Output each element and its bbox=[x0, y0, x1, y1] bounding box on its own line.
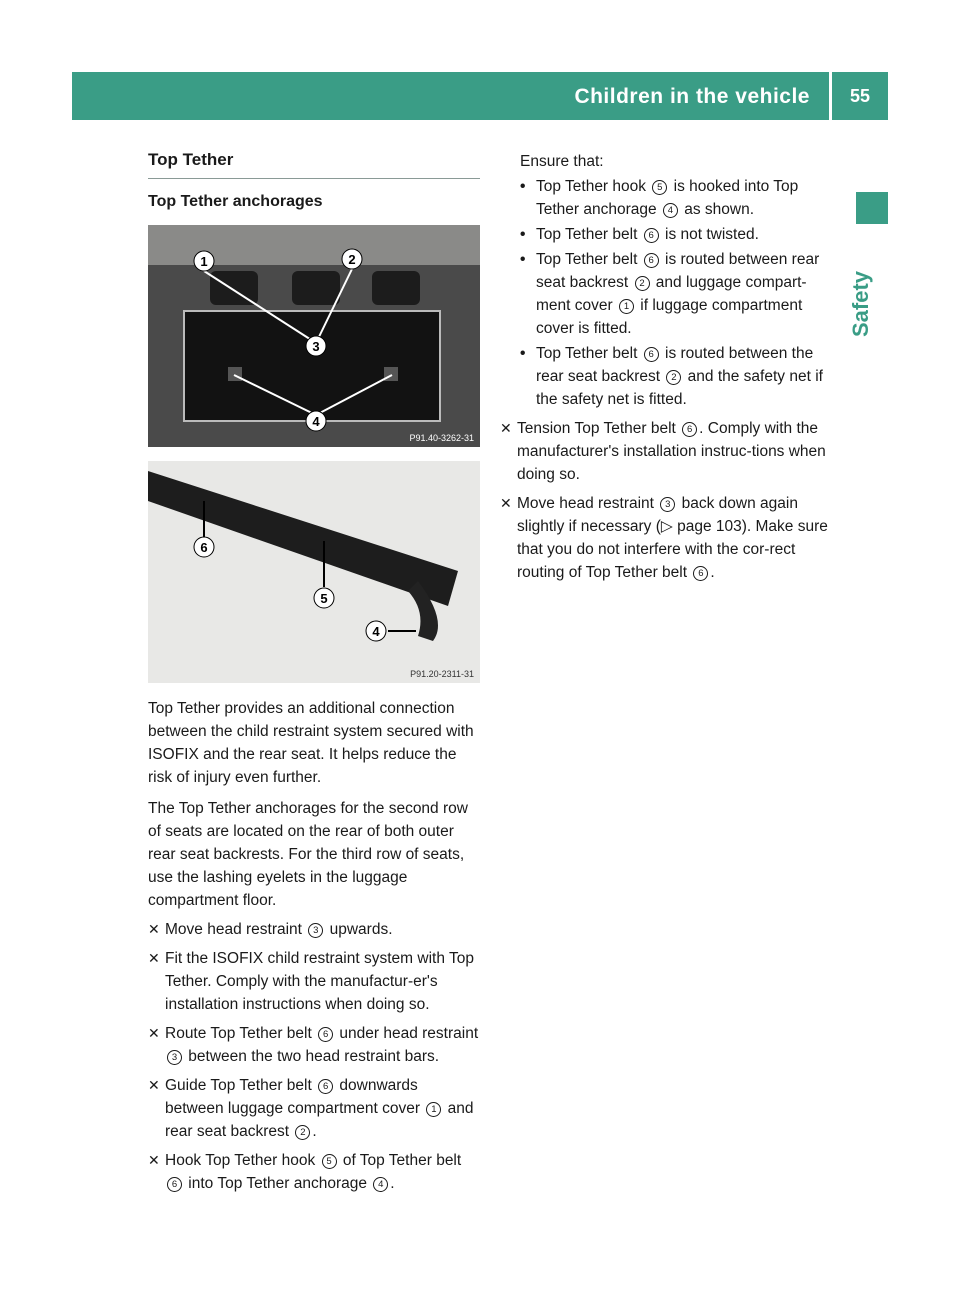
callout-number: 3 bbox=[167, 1050, 182, 1065]
text-run: into Top Tether anchorage bbox=[184, 1175, 372, 1192]
bullet-item bbox=[500, 342, 840, 411]
anchorages-figure bbox=[148, 225, 480, 447]
bullet-item bbox=[500, 223, 840, 246]
section-tab-label: Safety bbox=[848, 270, 873, 337]
svg-text:6: 6 bbox=[200, 540, 208, 555]
svg-text:1: 1 bbox=[200, 254, 208, 269]
step-marker-icon: ✕ bbox=[500, 420, 512, 436]
text-run: as shown. bbox=[679, 201, 755, 218]
callout-number: 2 bbox=[666, 370, 681, 385]
text-run: Top Tether belt bbox=[536, 345, 642, 362]
callout-number: 4 bbox=[373, 1177, 388, 1192]
bullet-list bbox=[500, 175, 840, 411]
bullet-marker-icon: • bbox=[520, 251, 526, 268]
text-run: page 103). Make sure that you do not interfere with the cor-rect routing of Top Tether belt bbox=[517, 518, 828, 581]
callout-number: 3 bbox=[308, 923, 323, 938]
bullet-item bbox=[500, 175, 840, 221]
step-marker-icon: ✕ bbox=[500, 495, 512, 511]
step-marker-icon: ✕ bbox=[148, 1077, 160, 1093]
text-run: and luggage compart-ment cover bbox=[536, 274, 807, 314]
callout-number: 5 bbox=[652, 180, 667, 195]
paragraph: The Top Tether anchorages for the second row of seats are located on the rear of both outer rear seat backrests. For the third row of seats, use the lashing eyelets in the luggage compartment floor. bbox=[148, 800, 468, 909]
text-run: is hooked into Top Tether anchorage bbox=[536, 178, 799, 218]
step-marker-icon: ✕ bbox=[148, 1025, 160, 1041]
page-number: 55 bbox=[849, 86, 870, 106]
text-run: . bbox=[390, 1175, 395, 1192]
instruction-step bbox=[148, 1074, 480, 1143]
instruction-steps bbox=[500, 417, 840, 584]
instruction-step bbox=[500, 417, 840, 486]
text-run: . Comply with the manufacturer's installation instruc-tions when doing so. bbox=[517, 420, 826, 483]
callout-number: 3 bbox=[660, 497, 675, 512]
instruction-steps bbox=[148, 918, 480, 1195]
callout-number: 4 bbox=[663, 203, 678, 218]
callout-number: 1 bbox=[426, 1102, 441, 1117]
text-run: between the two head restraint bars. bbox=[184, 1048, 440, 1065]
svg-text:4: 4 bbox=[372, 624, 380, 639]
callout-number: 6 bbox=[318, 1027, 333, 1042]
intro-text: Ensure that: bbox=[520, 153, 604, 170]
sub-heading: Top Tether anchorages bbox=[148, 193, 323, 210]
instruction-step bbox=[148, 1022, 480, 1068]
section-tab-marker bbox=[856, 192, 888, 224]
text-run: upwards. bbox=[325, 921, 393, 938]
text-run: if luggage compartment cover is fitted. bbox=[536, 297, 803, 337]
header-bar bbox=[72, 72, 888, 120]
text-run: is routed between rear seat backrest bbox=[536, 251, 820, 291]
text-run: under head restraint bbox=[335, 1025, 479, 1042]
text-run: . bbox=[710, 564, 715, 581]
instruction-step bbox=[148, 947, 480, 1016]
svg-text:3: 3 bbox=[312, 339, 320, 354]
text-run: and rear seat backrest bbox=[165, 1100, 474, 1140]
text-run: Move head restraint bbox=[517, 495, 659, 512]
text-run: Fit the ISOFIX child restraint system with Top Tether. Comply with the manufactur-er's installation instructions when doing so. bbox=[165, 950, 474, 1013]
page-title: Children in the vehicle bbox=[574, 85, 810, 108]
instruction-step bbox=[148, 918, 480, 941]
callout-number: 6 bbox=[682, 422, 697, 437]
text-run: back down again slightly if necessary ( bbox=[517, 495, 798, 535]
bullet-marker-icon: • bbox=[520, 345, 526, 362]
step-marker-icon: ✕ bbox=[148, 950, 160, 966]
step-marker-icon: ✕ bbox=[148, 1152, 160, 1168]
callout-number: 6 bbox=[318, 1079, 333, 1094]
text-run: Top Tether belt bbox=[536, 226, 642, 243]
callout-number: 6 bbox=[693, 566, 708, 581]
callout-number: 6 bbox=[644, 228, 659, 243]
text-run: Top Tether belt bbox=[536, 251, 642, 268]
svg-text:4: 4 bbox=[312, 414, 320, 429]
bullet-marker-icon: • bbox=[520, 178, 526, 195]
text-run: is routed between the rear seat backrest bbox=[536, 345, 814, 385]
text-run: Hook Top Tether hook bbox=[165, 1152, 320, 1169]
step-marker-icon: ✕ bbox=[148, 921, 160, 937]
text-run: ▷ bbox=[660, 518, 673, 535]
text-run: Move head restraint bbox=[165, 921, 307, 938]
callout-number: 1 bbox=[619, 299, 634, 314]
bullet-marker-icon: • bbox=[520, 226, 526, 243]
section-heading: Top Tether bbox=[148, 150, 480, 179]
text-run: of Top Tether belt bbox=[338, 1152, 462, 1169]
text-run: Tension Top Tether belt bbox=[517, 420, 681, 437]
text-run: Guide Top Tether belt bbox=[165, 1077, 317, 1094]
bullet-item bbox=[500, 248, 840, 340]
text-run: . bbox=[312, 1123, 317, 1140]
callout-number: 2 bbox=[295, 1125, 310, 1140]
figure-code: P91.20-2311-31 bbox=[410, 669, 474, 679]
paragraph: Top Tether provides an additional connection between the child restraint system secured with ISOFIX and the rear seat. It helps reduce the risk of injury even further. bbox=[148, 700, 474, 786]
tether-hook-figure bbox=[148, 461, 480, 683]
svg-text:2: 2 bbox=[348, 252, 356, 267]
callout-number: 5 bbox=[322, 1154, 337, 1169]
callout-number: 6 bbox=[167, 1177, 182, 1192]
figure-code: P91.40-3262-31 bbox=[409, 433, 474, 443]
callout-number: 2 bbox=[635, 276, 650, 291]
text-run: downwards between luggage compartment cover bbox=[165, 1077, 425, 1117]
instruction-step bbox=[148, 1149, 480, 1195]
callout-number: 6 bbox=[644, 253, 659, 268]
svg-text:5: 5 bbox=[320, 591, 328, 606]
right-column bbox=[500, 150, 840, 584]
text-run: and the safety net if the safety net is fitted. bbox=[536, 368, 823, 408]
text-run: is not twisted. bbox=[660, 226, 759, 243]
text-run: Route Top Tether belt bbox=[165, 1025, 317, 1042]
callout-number: 6 bbox=[644, 347, 659, 362]
header-divider bbox=[829, 72, 832, 120]
instruction-step bbox=[500, 492, 840, 584]
left-column bbox=[148, 150, 480, 1195]
text-run: Top Tether hook bbox=[536, 178, 651, 195]
